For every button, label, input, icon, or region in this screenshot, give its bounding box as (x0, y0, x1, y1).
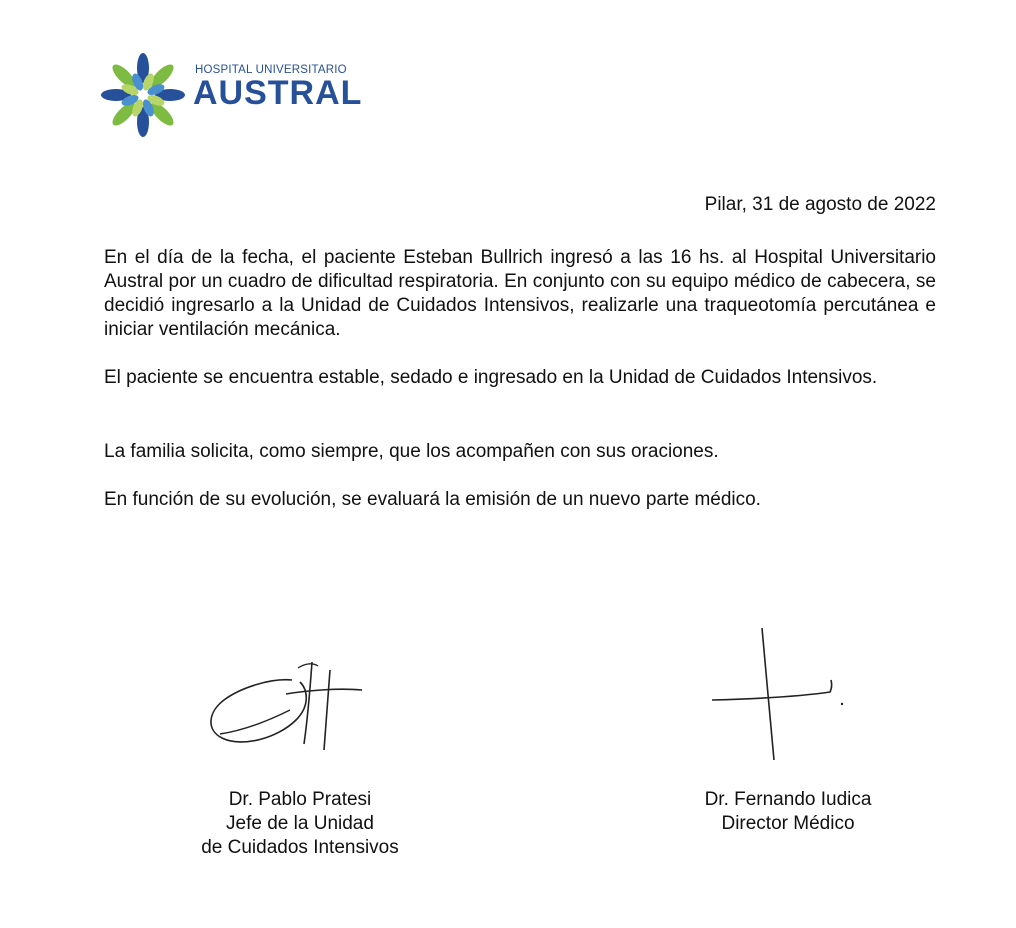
flower-logo-icon (100, 52, 186, 138)
logo-subtitle: HOSPITAL UNIVERSITARIO (195, 64, 347, 76)
logo-title: AUSTRAL (193, 74, 363, 112)
signer-title-line: Director Médico (721, 813, 855, 834)
signer-iudica (650, 788, 926, 836)
signer-title-line: de Cuidados Intensivos (201, 837, 399, 858)
hospital-logo (100, 52, 370, 138)
signer-name: Dr. Fernando Iudica (704, 789, 872, 810)
paragraph-status: El paciente se encuentra estable, sedado e ingresado en la Unidad de Cuidados Intensivos. (104, 367, 878, 388)
paragraph-family: La familia solicita, como siempre, que los acompañen con sus oraciones. (104, 441, 719, 462)
signature-pratesi (200, 650, 370, 760)
signer-title-line: Jefe de la Unidad (226, 813, 374, 834)
signature-iudica (700, 620, 860, 770)
letter-date: Pilar, 31 de agosto de 2022 (704, 194, 936, 215)
signer-pratesi (160, 788, 440, 860)
paragraph-admission: En el día de la fecha, el paciente Esteban Bullrich ingresó a las 16 hs. al Hospital Universitario Austral por un cuadro de dificultad respiratoria. En conjunto con su equipo médico de cabecera, se decidió ingresarlo a la Unidad de Cuidados Intensivos, realizarle una traqueotomía percutánea e iniciar ventilación mecánica. (104, 247, 936, 340)
signer-name: Dr. Pablo Pratesi (228, 789, 372, 810)
paragraph-next-report: En función de su evolución, se evaluará la emisión de un nuevo parte médico. (104, 489, 761, 510)
